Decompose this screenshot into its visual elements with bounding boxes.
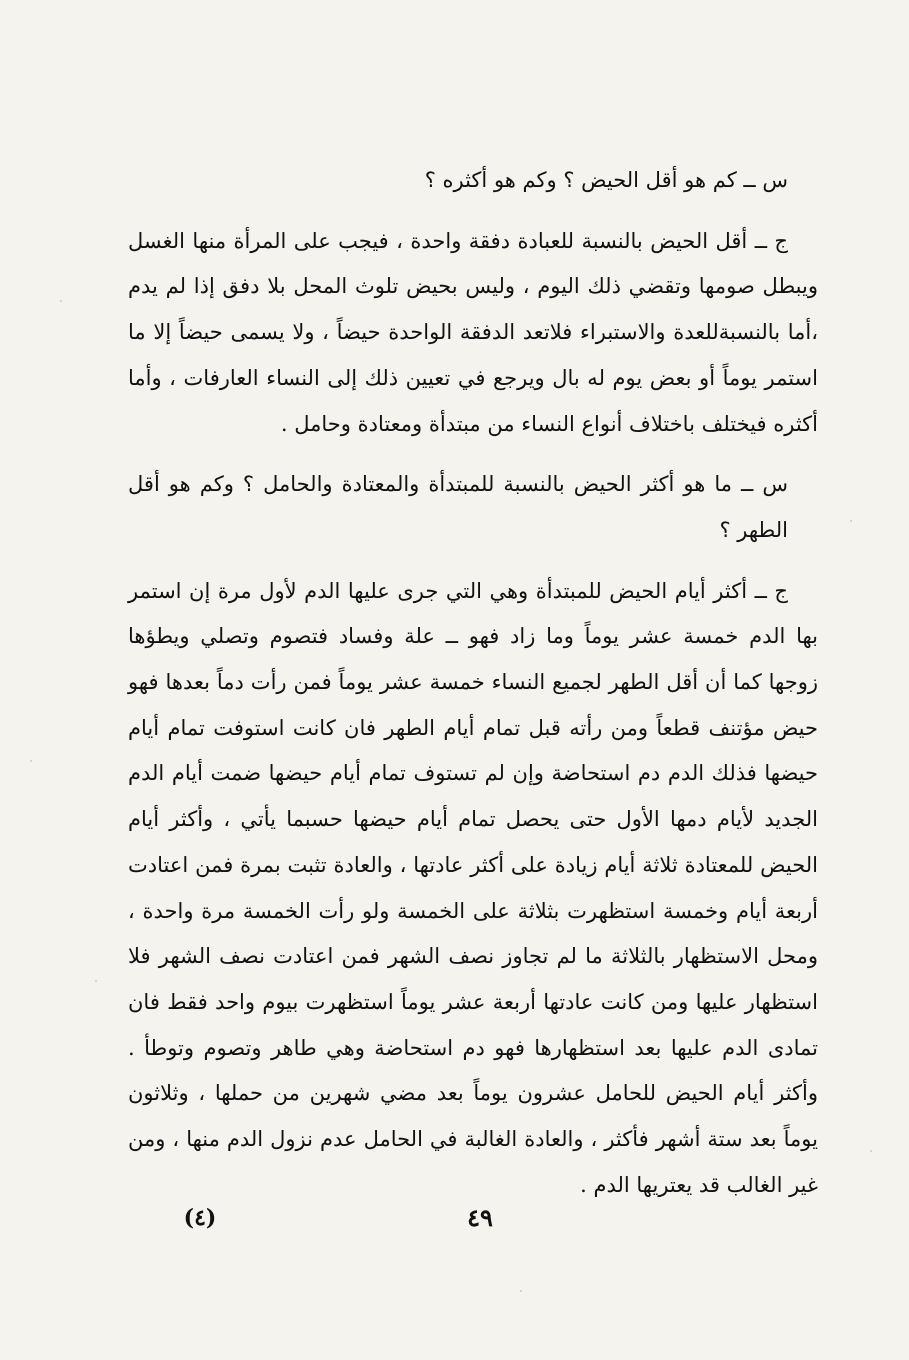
scan-speckle	[60, 300, 62, 302]
body-text	[128, 158, 818, 1208]
answer-paragraph: ج ــ أقل الحيض بالنسبة للعبادة دفقة واحدة ، فيجب على المرأة منها الغسل ويبطل صومها وتقضي ذلك اليوم ، وليس بحيض تلوث المحل بلا دفق إذا لم يدم ،أما بالنسبةللعدة والاستبراء فلاتعد الدفقة الواحدة حيضاً ، ولا يسمى حيضاً إلا ما استمر يوماً أو بعض يوم له بال ويرجع في تعيين ذلك إلى النساء العارفات ، وأما أكثره فيختلف باختلاف أنواع النساء من مبتدأة ومعتادة وحامل .	[128, 228, 818, 436]
answer-paragraph: ج ــ أكثر أيام الحيض للمبتدأة وهي التي جرى عليها الدم لأول مرة إن استمر بها الدم خمسة عشر يوماً وما زاد فهو ــ علة وفساد فتصوم وتصلي ويطؤها زوجها كما أن أقل الطهر لجميع النساء خمسة عشر يوماً فمن رأت دماً بعدها فهو حيض مؤتنف قطعاً ومن رأته قبل تمام أيام الطهر فان كانت استوفت تمام أيام حيضها فذلك الدم دم استحاضة وإن لم تستوف تمام أيام حيضها ضمت أيام الدم الجديد لأيام دمها الأول حتى يحصل تمام أيام حيضها حسبما يأتي ، وأكثر أيام الحيض للمعتادة ثلاثة أيام زيادة على أكثر عادتها ، والعادة تثبت بمرة فمن اعتادت أربعة أيام وخمسة استظهرت بثلاثة على الخمسة ولو رأت الخمسة مرة واحدة ، ومحل الاستظهار بالثلاثة ما لم تجاوز نصف الشهر فمن اعتادت نصف الشهر فلا استظهار عليها ومن كانت عادتها أربعة عشر يوماً استظهرت بيوم واحد فقط فان تمادى الدم عليها بعد استظهارها فهو دم استحاضة وهي طاهر وتصوم وتوطأ . وأكثر أيام الحيض للحامل عشرون يوماً بعد مضي شهرين من حملها ، وثلاثون يوماً بعد ستة أشهر فأكثر ، والعادة الغالبة في الحامل عدم نزول الدم منها ، ومن غير الغالب قد يعتريها الدم .	[128, 578, 818, 1197]
scan-speckle	[870, 1150, 872, 1152]
signature-mark: (٤)	[183, 1205, 217, 1231]
scan-speckle	[520, 1290, 522, 1292]
scan-speckle	[95, 980, 97, 982]
page-number: ٤٩	[467, 1203, 493, 1232]
scan-speckle	[850, 520, 852, 522]
scan-speckle	[30, 760, 32, 762]
question-paragraph: س ــ ما هو أكثر الحيض بالنسبة للمبتدأة والمعتادة والحامل ؟ وكم هو أقل الطهر ؟	[128, 472, 788, 542]
question-paragraph: س ــ كم هو أقل الحيض ؟ وكم هو أكثره ؟	[424, 168, 788, 192]
